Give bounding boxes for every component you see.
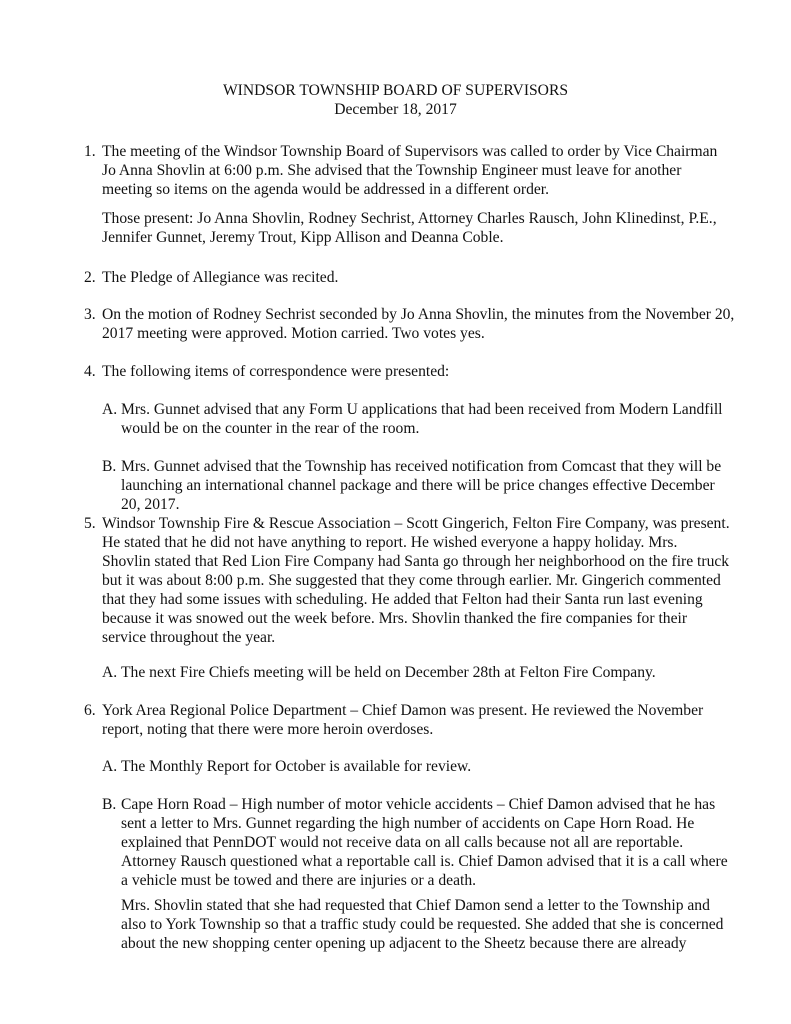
item-number: 3. [84,306,96,323]
text-line: sent a letter to Mrs. Gunnet regarding the high number of accidents on Cape Horn Road. He [121,815,695,832]
subitem-letter: B. [102,458,117,475]
item-number: 5. [84,515,96,532]
text-line: The following items of correspondence were presented: [102,363,450,380]
text-line: a vehicle must be towed and there are injuries or a death. [121,872,477,889]
text-line: about the new shopping center opening up adjacent to the Sheetz because there are already [121,935,687,952]
document-header [0,81,791,119]
document-date: December 18, 2017 [334,101,457,118]
subitem-paragraph [121,795,728,890]
text-line: The next Fire Chiefs meeting will be held on December 28th at Felton Fire Company. [121,664,656,681]
item-number: 2. [84,269,96,286]
item-paragraph [102,514,730,647]
text-line: The meeting of the Windsor Township Board of Supervisors was called to order by Vice Chairman [102,143,718,160]
text-line: but it was about 8:00 p.m. She suggested that they come through earlier. Mr. Gingerich commented [102,572,721,589]
text-line: 2017 meeting were approved. Motion carried. Two votes yes. [102,325,485,342]
subitem-letter: A. [102,758,118,775]
text-line: On the motion of Rodney Sechrist seconded by Jo Anna Shovlin, the minutes from the November 20, [102,306,735,323]
text-line: Attorney Rausch questioned what a reportable call is. Chief Damon advised that it is a call where [121,853,728,870]
text-line: York Area Regional Police Department – Chief Damon was present. He reviewed the November [102,702,704,719]
text-line: report, noting that there were more heroin overdoses. [102,721,434,738]
document-title: WINDSOR TOWNSHIP BOARD OF SUPERVISORS [222,82,569,99]
text-line: service throughout the year. [102,629,276,646]
text-line: Cape Horn Road – High number of motor vehicle accidents – Chief Damon advised that he has [121,796,716,813]
subitem-letter: B. [102,796,117,813]
item-number: 1. [84,143,96,160]
item-paragraph [102,701,724,739]
text-line: would be on the counter in the rear of the room. [121,420,420,437]
text-line: Those present: Jo Anna Shovlin, Rodney Sechrist, Attorney Charles Rausch, John Klinedinst, P.E., [102,210,717,227]
text-line: explained that PennDOT would not receive data on all calls because not all are reportable. [121,834,684,851]
text-line: launching an international channel package and there will be price changes effective December [121,477,715,494]
subitem-paragraph [121,896,722,953]
text-line: Jennifer Gunnet, Jeremy Trout, Kipp Allison and Deanna Coble. [102,229,504,246]
text-line: Mrs. Gunnet advised that the Township has received notification from Comcast that they will be [121,458,722,475]
text-line: The Pledge of Allegiance was recited. [102,269,339,286]
item-paragraph [102,268,724,287]
item-number: 4. [84,363,96,380]
text-line: Mrs. Gunnet advised that any Form U applications that had been received from Modern Landfill [121,401,723,418]
text-line: because it was snowed out the week before. Mrs. Shovlin thanked the fire companies for their [102,610,688,627]
item-number: 6. [84,702,96,719]
item-paragraph [102,362,724,381]
text-line: meeting so items on the agenda would be addressed in a different order. [102,181,550,198]
subitem-letter: A. [102,664,118,681]
item-paragraph [102,305,735,343]
text-line: The Monthly Report for October is available for review. [121,758,472,775]
attendance-paragraph [102,209,724,247]
subitem-paragraph [121,663,722,682]
text-line: Shovlin stated that Red Lion Fire Company had Santa go through her neighborhood on the fire truck [102,553,730,570]
text-line: Windsor Township Fire & Rescue Association – Scott Gingerich, Felton Fire Company, was present. [102,515,730,532]
text-line: Mrs. Shovlin stated that she had requested that Chief Damon send a letter to the Township and [121,897,710,914]
subitem-letter: A. [102,401,118,418]
subitem-paragraph [121,400,722,438]
subitem-paragraph [121,757,722,776]
item-paragraph [102,142,724,199]
text-line: 20, 2017. [121,496,180,513]
text-line: that they had some issues with scheduling. He added that Felton had their Santa run last evening [102,591,703,608]
text-line: He stated that he did not have anything to report. He wished everyone a happy holiday. Mrs. [102,534,678,551]
subitem-paragraph [121,457,722,514]
text-line: also to York Township so that a traffic study could be requested. She added that she is concerned [121,916,724,933]
text-line: Jo Anna Shovlin at 6:00 p.m. She advised that the Township Engineer must leave for another [102,162,682,179]
